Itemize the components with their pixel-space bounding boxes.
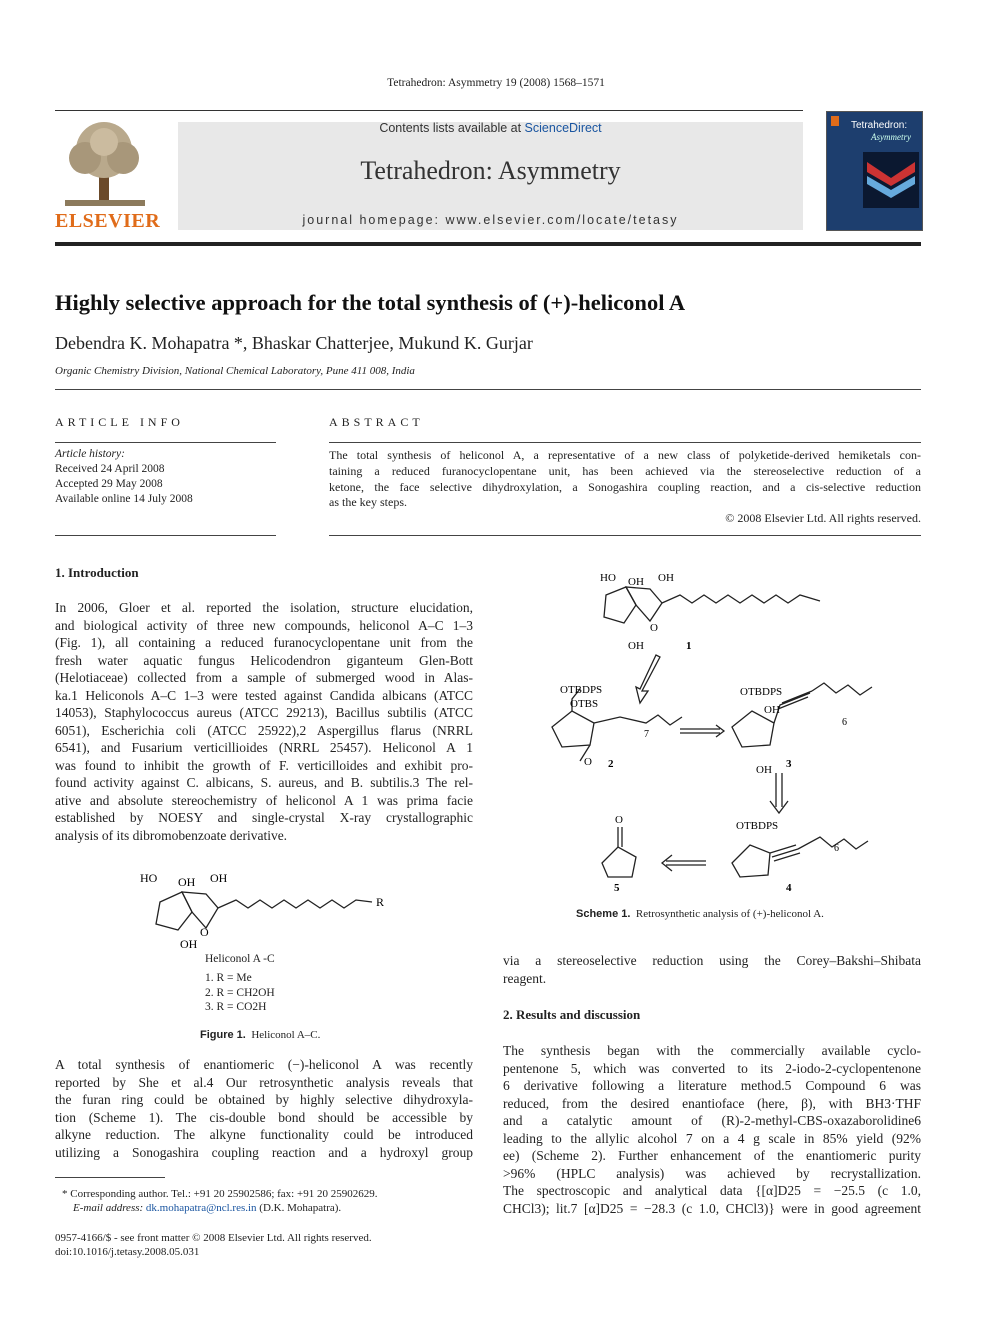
text-line: fresh water aquatic fungus Helicodendron giganteum Glen-Bott (55, 652, 473, 668)
scheme-c1-oh-2: OH (658, 572, 674, 584)
journal-homepage-link[interactable]: journal homepage: www.elsevier.com/locate/tetasy (302, 213, 679, 227)
scheme-c2-otbs: OTBS (570, 698, 599, 710)
intro-paragraph-2 (55, 1056, 473, 1161)
header-thick-rule (55, 242, 921, 246)
text-line: established by NOESY and single-crystal X-ray crystallographic (55, 810, 473, 825)
abstract-bottom-rule (329, 535, 921, 536)
text-line: alkyne reduction. The alkyne functionality could be introduced (55, 1127, 473, 1142)
text-line: and biological activity of three new compounds, heliconol A–C 1–3 (55, 617, 473, 633)
text-line: 6541), and Fusarium verticillioides (NRRL 25457). Heliconol A 1 (55, 740, 473, 755)
accepted-date: Accepted 29 May 2008 (55, 478, 163, 490)
scheme-c3-oh-2: OH (756, 764, 772, 776)
text-line: pentenone 5, which was converted to its 2-iodo-2-cyclopentenone (503, 1060, 921, 1076)
scheme-1-caption-label: Scheme 1. (576, 908, 631, 920)
figure-1-item: 1. R = Me (205, 972, 252, 984)
scheme-c3-subscript: 6 (842, 717, 847, 728)
figure-1-structure (140, 868, 400, 958)
email-label: E-mail address: (73, 1202, 146, 1214)
scheme-c3-number: 3 (786, 758, 792, 770)
scheme-c4-otbdps: OTBDPS (736, 820, 779, 832)
figure-1-name: Heliconol A -C (205, 953, 275, 965)
abstract-heading: ABSTRACT (329, 415, 424, 429)
sciencedirect-link[interactable]: ScienceDirect (524, 121, 602, 135)
contents-line (178, 121, 803, 135)
right-column-continuation (503, 952, 921, 987)
text-line: via a stereoselective reduction using the Corey–Bakshi–Shibata (503, 953, 921, 968)
text-line: (Helotiaceae) collected from a sample of submerged wood in Alas- (55, 670, 473, 685)
text-line: (Fig. 1), all containing a reduced furanocyclopentane unit from the (55, 635, 473, 650)
cover-artwork (863, 152, 919, 208)
text-line: 6 derivative following a literature method.5 Compound 6 was (503, 1078, 921, 1093)
cover-subtitle: Asymmetry (871, 132, 911, 142)
scheme-c3-otbdps: OTBDPS (740, 686, 783, 698)
scheme-c2-number: 2 (608, 758, 614, 770)
text-line: >96% (HPLC analysis) was achieved by recrystallization. (503, 1165, 921, 1181)
text-line: ee) (Scheme 2). Further enhancement of the enantiomeric purity (503, 1148, 921, 1163)
fig1-label-r: R (376, 895, 385, 909)
cover-logo-icon (831, 116, 839, 126)
text-line: leading to the allylic alcohol 7 on a 4 g scale in 85% yield (92% (503, 1130, 921, 1146)
issn-line: 0957-4166/$ - see front matter © 2008 Elsevier Ltd. All rights reserved. (55, 1232, 372, 1244)
received-date: Received 24 April 2008 (55, 463, 165, 475)
section-heading-introduction: 1. Introduction (55, 565, 139, 580)
journal-name: Tetrahedron: Asymmetry (360, 156, 621, 185)
figure-1-caption (200, 1029, 320, 1041)
text-line: A total synthesis of enantiomeric (−)-heliconol A was recently (55, 1057, 473, 1072)
text-line: and a catalytic amount of (R)-2-methyl-CBS-oxazaborolidine6 (503, 1113, 921, 1128)
copyright: © 2008 Elsevier Ltd. All rights reserved. (725, 511, 921, 525)
text-line: The spectroscopic and analytical data {[α]D25 = −25.5 (c 1.0, (503, 1183, 921, 1198)
text-line: ative and absolute stereochemistry of heliconol A 1 was prima facie (55, 792, 473, 808)
text-line: analysis of its dibromobenzoate derivative. (55, 827, 288, 843)
text-line: ka.1 Heliconols A–C 1–3 were tested against Candida albicans (ATCC (55, 687, 473, 703)
figure-1-caption-label: Figure 1. (200, 1029, 246, 1041)
scheme-c5-o: O (615, 814, 623, 826)
scheme-c4-subscript: 6 (834, 843, 839, 854)
results-paragraph (503, 1042, 921, 1217)
abstract-line: ketone, the face selective dihydroxylation, a Sonogashira coupling reaction, and a cis-selective reduction (329, 480, 921, 494)
figure-1-item: 3. R = CO2H (205, 1001, 267, 1013)
article-authors: Debendra K. Mohapatra *, Bhaskar Chatterjee, Mukund K. Gurjar (55, 333, 533, 353)
text-line: reagent. (503, 970, 547, 986)
email-link[interactable]: dk.mohapatra@ncl.res.in (145, 1202, 257, 1214)
text-line: 14053), Staphylococcus aureus (ATCC 29213), Bacillus subtilis (ATCC (55, 705, 473, 720)
scheme-c2-subscript: 7 (644, 729, 649, 740)
scheme-1 (520, 565, 920, 905)
article-title: Highly selective approach for the total synthesis of (+)-heliconol A (55, 290, 686, 315)
elsevier-tree-logo (55, 120, 155, 210)
header-rule (55, 110, 803, 111)
text-line: found activity against C. albicans, S. aureus, and B. subtilis.3 The rel- (55, 775, 473, 790)
figure-1-items (205, 971, 275, 1015)
abstract-body (329, 447, 921, 495)
text-line: CHCl3); lit.7 [α]D25 = −28.3 (c 1.0, CHCl3)} were in good agreement (503, 1200, 921, 1216)
text-line: 6051), Escherichia coli (ATCC 25922),2 Aspergillus flarus (NRRL (55, 722, 473, 738)
scheme-c1-o: O (650, 622, 658, 634)
text-line: The synthesis began with the commercially available cyclo- (503, 1043, 921, 1058)
article-info-heading: ARTICLE INFO (55, 415, 184, 429)
text-line: reduced, from the desired enantioface (here, β), with BH3·THF (503, 1095, 921, 1111)
corresponding-author-note: * Corresponding author. Tel.: +91 20 25902586; fax: +91 20 25902629. (62, 1188, 378, 1200)
footnote-rule (55, 1177, 165, 1178)
scheme-1-caption-text: Retrosynthetic analysis of (+)-heliconol A. (635, 908, 824, 920)
contents-prefix: Contents lists available at (379, 121, 525, 135)
email-suffix: (D.K. Mohapatra). (256, 1202, 342, 1214)
running-head: Tetrahedron: Asymmetry 19 (2008) 1568–1571 (387, 77, 605, 89)
fig1-label-oh-2: OH (210, 871, 228, 885)
text-line: reported by She et al.4 Our retrosynthetic analysis reveals that (55, 1074, 473, 1090)
scheme-c1-number: 1 (686, 640, 692, 652)
scheme-c5-number: 5 (614, 882, 620, 894)
text-line: utilizing a Sonogashira coupling reaction and a hydroxyl group (55, 1144, 473, 1160)
article-info-rule (55, 442, 276, 443)
journal-cover (826, 111, 923, 231)
intro-paragraph-1 (55, 599, 473, 844)
scheme-c1-oh-3: OH (628, 640, 644, 652)
article-history (55, 447, 193, 507)
fig1-label-oh-3: OH (180, 937, 198, 951)
affiliation: Organic Chemistry Division, National Chemical Laboratory, Pune 411 008, India (55, 365, 415, 377)
fig1-label-oh-1: OH (178, 875, 196, 889)
scheme-c1-oh-1: OH (628, 576, 644, 588)
text-line: was found to inhibit the growth of F. verticilloides and exhibit pro- (55, 757, 473, 773)
section-heading-results: 2. Results and discussion (503, 1007, 641, 1022)
scheme-c2-otbdps: OTBDPS (560, 684, 603, 696)
history-label: Article history: (55, 448, 125, 460)
scheme-c4-number: 4 (786, 882, 792, 894)
title-rule (55, 389, 921, 390)
abstract-rule (329, 442, 921, 443)
abstract-line: taining a reduced furanocyclopentane unit, has been achieved via the stereoselective reduction of a (329, 464, 921, 478)
figure-1-item: 2. R = CH2OH (205, 986, 275, 999)
online-date: Available online 14 July 2008 (55, 493, 193, 505)
publisher-logo-text: ELSEVIER (55, 210, 161, 232)
abstract-line-last: as the key steps. (329, 495, 407, 509)
scheme-c1-ho: HO (600, 572, 616, 584)
article-info-bottom-rule (55, 535, 276, 536)
scheme-c2-o: O (584, 756, 592, 768)
fig1-label-ho: HO (140, 871, 158, 885)
cover-title: Tetrahedron: (851, 120, 908, 131)
text-line: the furan ring could be obtained by highly selective dihydroxyla- (55, 1092, 473, 1107)
text-line: In 2006, Gloer et al. reported the isolation, structure elucidation, (55, 600, 473, 615)
scheme-c3-oh-1: OH (764, 704, 780, 716)
fig1-label-o: O (200, 925, 209, 939)
text-line: tion (Scheme 1). The cis-double bond should be accessible by (55, 1109, 473, 1125)
abstract-line: The total synthesis of heliconol A, a representative of a new class of polyketide-derived hemiketals con- (329, 448, 921, 462)
email-note (73, 1201, 341, 1216)
scheme-1-caption (576, 908, 824, 920)
doi-line: doi:10.1016/j.tetasy.2008.05.031 (55, 1246, 200, 1258)
figure-1-caption-text: Heliconol A–C. (251, 1029, 321, 1041)
